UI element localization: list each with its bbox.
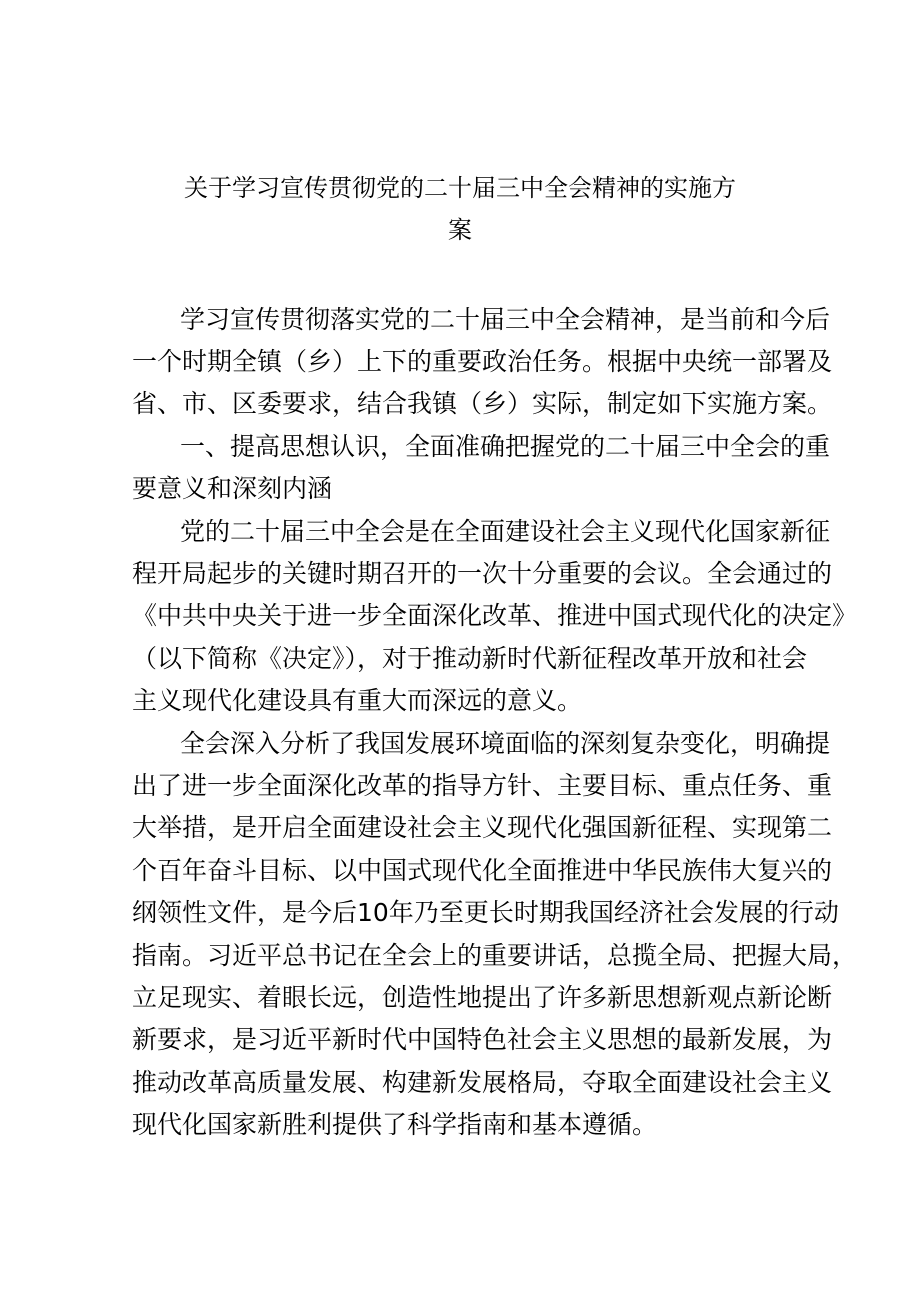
paragraph-4-line-10: 现代化国家新胜利提供了科学指南和基本遵循。 [132, 1110, 658, 1139]
paragraph-4-line-5: 纲领性文件，是今后10年乃至更长时期我国经济社会发展的行动 [132, 898, 839, 927]
paragraph-3-line-3: 《中共中央关于进一步全面深化改革、推进中国式现代化的决定》 [132, 601, 858, 630]
paragraph-4-line-3: 大举措，是开启全面建设社会主义现代化强国新征程、实现第二 [132, 813, 833, 842]
paragraph-3-line-1: 党的二十届三中全会是在全面建设社会主义现代化国家新征 [180, 517, 831, 546]
paragraph-4-line-4: 个百年奋斗目标、以中国式现代化全面推进中华民族伟大复兴的 [132, 856, 833, 885]
document-title-line-1: 关于学习宣传贯彻党的二十届三中全会精神的实施方 [184, 174, 736, 202]
paragraph-1-line-2: 一个时期全镇（乡）上下的重要政治任务。根据中央统一部署及 [132, 347, 833, 376]
paragraph-4-line-6: 指南。习近平总书记在全会上的重要讲话，总揽全局、把握大局， [132, 941, 858, 970]
paragraph-3-line-2: 程开局起步的关键时期召开的一次十分重要的会议。全会通过的 [132, 559, 833, 588]
paragraph-4-line-2: 出了进一步全面深化改革的指导方针、主要目标、重点任务、重 [132, 771, 833, 800]
paragraph-4-line-8: 新要求，是习近平新时代中国特色社会主义思想的最新发展，为 [132, 1025, 833, 1054]
paragraph-4-line-9: 推动改革高质量发展、构建新发展格局，夺取全面建设社会主义 [132, 1068, 833, 1097]
paragraph-4-line-7: 立足现实、着眼长远，创造性地提出了许多新思想新观点新论断 [132, 983, 833, 1012]
document-title-line-2: 案 [448, 216, 472, 244]
paragraph-3-line-4: （以下简称《决定》），对于推动新时代新征程改革开放和社会 [132, 644, 808, 673]
paragraph-4-line-1: 全会深入分析了我国发展环境面临的深刻复杂变化，明确提 [180, 729, 831, 758]
paragraph-1-line-3: 省、市、区委要求，结合我镇（乡）实际，制定如下实施方案。 [132, 389, 833, 418]
paragraph-3-line-5: 主义现代化建设具有重大而深远的意义。 [132, 686, 583, 715]
section-heading-line-1: 一、提高思想认识，全面准确把握党的二十届三中全会的重 [180, 432, 831, 461]
paragraph-1-line-1: 学习宣传贯彻落实党的二十届三中全会精神，是当前和今后 [180, 305, 831, 334]
section-heading-line-2: 要意义和深刻内涵 [132, 474, 333, 503]
